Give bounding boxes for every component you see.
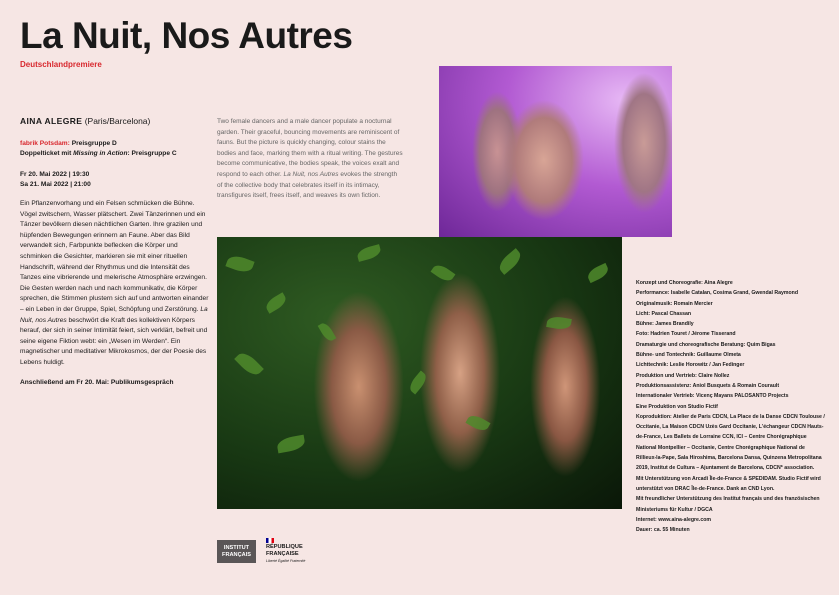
credit-line: Dramaturgie und choreografische Beratung: Quim Bigas [636,341,776,348]
credit-line: Konzept und Choreografie: Aina Alegre [636,280,733,286]
credit-line: Internet: www.aina-alegre.com [636,516,712,523]
left-column [20,116,210,389]
price-group: Preisgruppe D [71,139,117,147]
credit-line: Bühne: James Brandily [636,321,694,328]
description-de-text: Ein Pflanzenvorhang und ein Felsen schmücken die Bühne. Vögel zwitschern, Wasser plätschert. Zwei Tänzerinnen und ein Tänzer bevölkern diesen nächtlichen Garten. Ihre grazilen und hüpfenden Bewegungen erinnern an Faune. Aber das Bild verwandelt sich, Farbpunkte beflecken die Körper und schminken die Gesichter, markieren sie mit einer rituellen Handschrift, während der Rhythmus und die Intensität des Tanzes eine vibrierende und melerische Atmosphäre erzwingen. Die Gesten werden nach und nach kommunikativ, die Körper sprechen, die Stimmen plustern sich auf und antworten einander – ein Leben in der Gruppe, Spiel, Schöpfung und Zerstörung. [20,199,209,313]
credits-list [636,278,826,535]
closing-note: Anschließend am Fr 20. Mai: Publikumsgespräch [20,379,174,387]
credit-line: Bühne- und Tontechnik: Guillaume Olmeta [636,352,741,359]
credit-line: Produktionsassistenz: Aniol Busquets & Romain Courault [636,382,780,389]
description-de-title: La Nuit, nos Autres [20,305,208,324]
description-en-text-2: evokes the strength of the collective body that celebrates itself in its intimacy, transfigures itself, frees itself, and weaves its own fiction. [217,170,398,200]
artist-line [20,116,210,127]
flag-icon [266,538,274,543]
institut-francais-logo: INSTITUT FRANÇAIS [217,540,256,563]
performance-photo-main [217,237,622,509]
credit-line: Performance: Isabelle Catalan, Cosima Grand, Gwendal Raymond [636,290,799,297]
credit-line: Lichttechnik: Leslie Horowitz / Jan Fedinger [636,362,745,369]
venue-name: fabrik Potsdam: [20,139,70,147]
double-ticket-price: : Preisgruppe C [127,150,177,158]
artist-origin: (Paris/Barcelona) [84,116,151,126]
page-title: La Nuit, Nos Autres [20,15,353,56]
double-ticket-prefix: Doppelticket mit [20,150,72,158]
artist-name: AINA ALEGRE [20,116,83,126]
credit-line: Mit Unterstützung von Arcadi Île-de-France & SPEDIDAM. Studio Fictif wird unterstützt von DRAC Île-de-France. Dank an CND Lyon. [636,475,821,492]
republique-francaise-logo [266,538,310,563]
credit-line: Eine Produktion von Studio Fictif [636,403,718,410]
venue-line [20,139,210,150]
date-item: Fr 20. Mai 2022 | 19:30 [20,170,90,178]
double-ticket-line [20,149,210,160]
description-en [217,117,403,202]
credit-line: Dauer: ca. 55 Minuten [636,527,690,534]
credit-line: Produktion und Vertrieb: Claire Nollez [636,372,730,379]
description-de [20,199,210,369]
credit-line: Internationaler Vertrieb: Vicenç Mayans PALOSANTO Projects [636,393,789,400]
credit-line: Licht: Pascal Chassan [636,310,692,317]
performance-photo-top [439,66,672,237]
description-en-text: Two female dancers and a male dancer populate a nocturnal garden. Their graceful, bouncing movements are reminiscent of fauns. But the picture is quickly changing, colour stains the bodies and face, marking them with a ritual writing. The gestures become communicative, the bodies speak, the voices exalt and respond to each other. [217,118,403,178]
republique-line-2: FRANÇAISE [266,550,299,557]
description-de-text-2: beschwört die Kraft des kollektiven Körpers herauf, der sich in seiner Intimität feiert, sich verklärt, befreit und seine eigene Fiktion webt: ein „Wesen im Werden“. Ein magnetischer und meditativer Mikrokosmos, der der Poesie des Lebens huldigt. [20,316,208,366]
dates [20,170,210,191]
republique-motto: Liberté Égalité Fraternité [266,559,306,563]
credit-line: Originalmusik: Romain Mercier [636,300,713,307]
description-en-title: La Nuit, nos Autres [283,170,339,178]
credit-line: Foto: Hadrien Touret / Jérome Tisserand [636,331,736,338]
premiere-label: Deutschlandpremiere [20,60,102,69]
republique-line-1: RÉPUBLIQUE [266,544,303,550]
credit-line: Mit freundlicher Unterstützung des Institut français und des französischen Ministeriums für Kultur / DGCA [636,496,820,513]
double-ticket-show: Missing in Action [73,150,128,158]
credit-line: Koproduktion: Atelier de Paris CDCN, La Place de la Danse CDCN Toulouse / Occitanie, La Maison CDCN Uzès Gard Occitanie, L'échangeur CDCN Hauts-de-France, Les Ballets de Lorraine CCN, ICI – Centre Chorégraphique National Montpellier – Occitanie, Centre Chorégraphique National de Rillieux-la-Pape, Sala Hiroshima, Barcelona Dansa, Quinzena Metropolitana 2019, Institut de Cultura – Ajuntament de Barcelona, CDCN* association. [636,413,825,472]
date-item: Sa 21. Mai 2022 | 21:00 [20,181,91,189]
